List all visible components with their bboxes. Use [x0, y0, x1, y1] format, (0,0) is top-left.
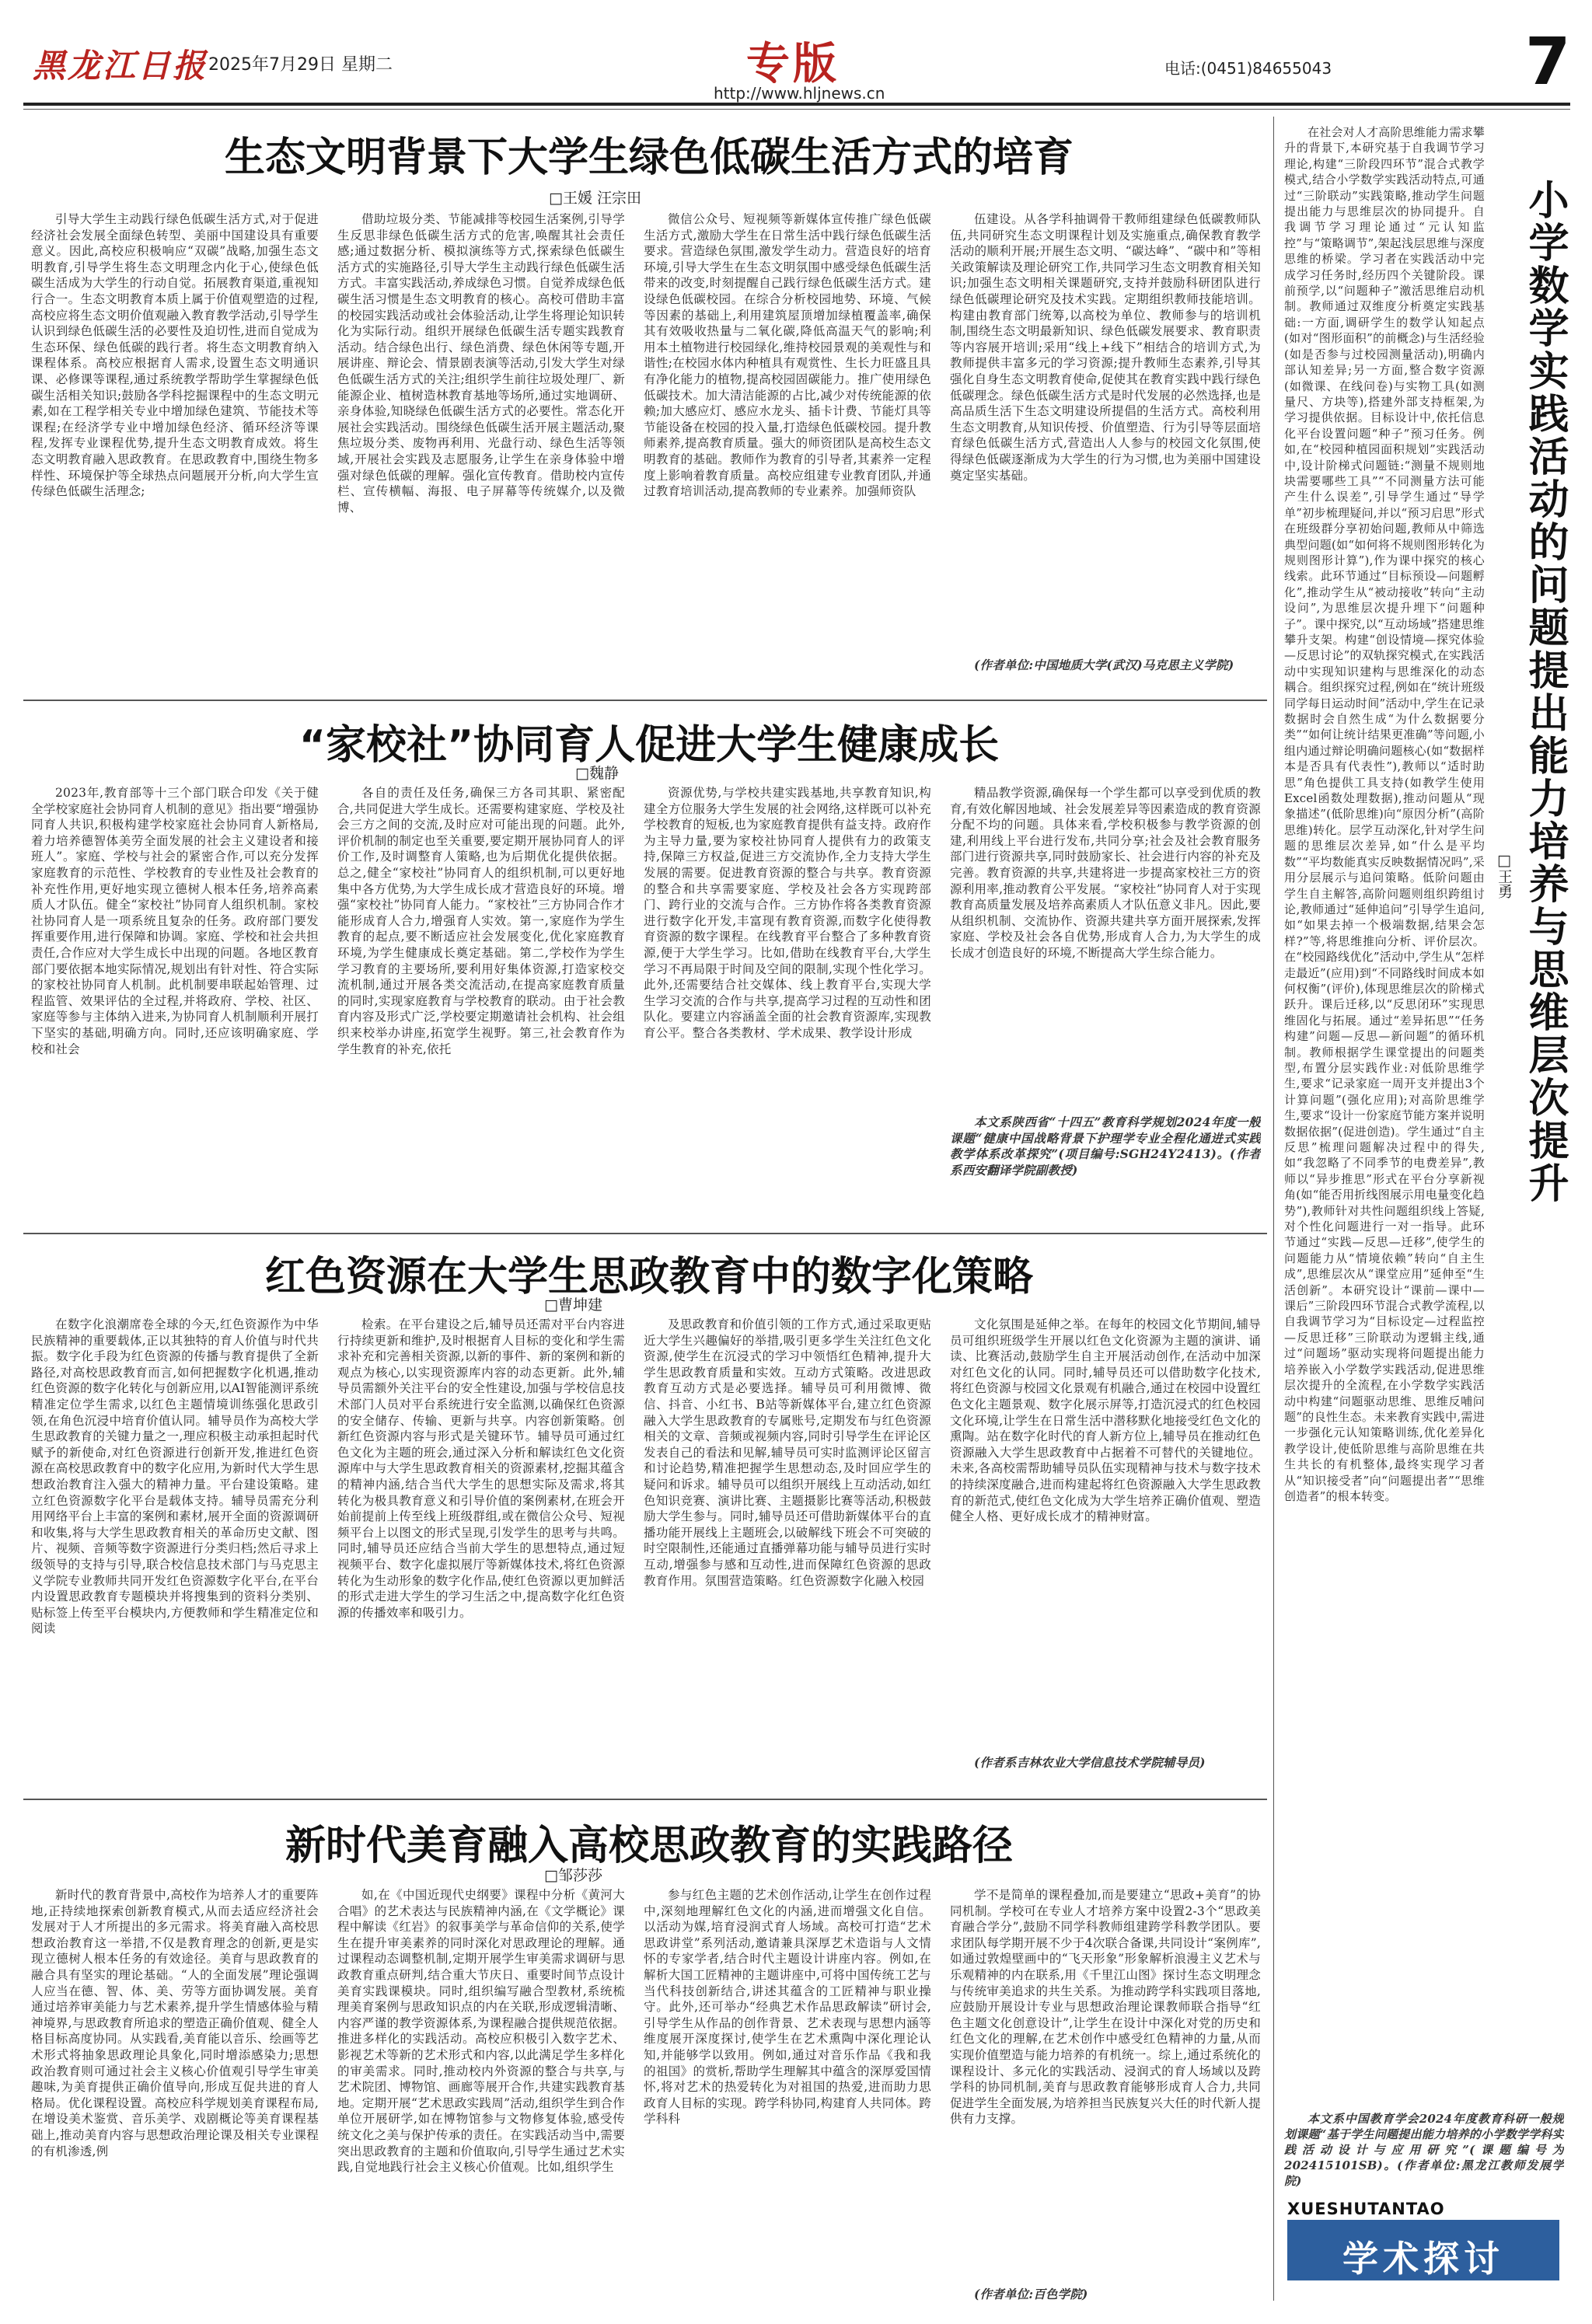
- article-2-column-2: 各自的责任及任务,确保三方各司其职、紧密配合,共同促进大学生成长。还需要构建家庭、学校及社会三方之间的交流,及时应对可能出现的问题。此外,评价机制的制定也至关重要,要定期开展协同育人的评价工作,及时调整育人策略,也为后期优化提供依据。总之,健全“家校社”协同育人的组织机制,可以更好地集中各方优势,为大学生成长成才营造良好的环境。增强“家校社”协同育人能力。“家校社”三方协同合作才能形成育人合力,增强育人实效。第一,家庭作为学生教育的起点,要不断适应社会发展变化,优化家庭教育环境,为学生健康成长奠定基础。第二,学校作为学生学习教育的主要场所,要利用好集体资源,打造家校交流机制,通过开展各类交流活动,在提高家庭教育质量的同时,实现家庭教育与学校教育的联动。由于社会教育内容及形式广泛,学校要定期邀请社会机构、社会组织来校举办讲座,拓宽学生视野。第三,社会教育作为学生教育的补充,依托: [337, 786, 625, 1056]
- article-4-title: 新时代美育融入高校思政教育的实践路径: [285, 1823, 1013, 1869]
- article-1-column-3: 微信公众号、短视频等新媒体宣传推广绿色低碳生活方式,激励大学生在日常生活中践行绿色低碳生活要求。营造绿色氛围,激发学生动力。营造良好的培育环境,引导大学生在生态文明氛围中感受绿色低碳生活带来的改变,时刻提醒自己践行绿色低碳生活方式。建设绿色低碳校园。在综合分析校园地势、环境、气候等因素的基础上,利用建筑屋顶增加绿植覆盖率,确保其有效吸收热量与二氧化碳,降低高温天气的影响;利用本土植物进行校园绿化,维持校园景观的美观性与和谐性;在校园水体内种植具有观赏性、生长力旺盛且具有净化能力的植物,提高校园固碳能力。推广使用绿色低碳技术。加大清洁能源的占比,减少对传统能源的依赖;加大感应灯、感应水龙头、插卡计费、节能灯具等节能设备在校园的投入量,打造绿色低碳校园。提升教师素养,提高教育质量。强大的师资团队是高校生态文明教育的基础。教师作为教育的引导者,其素养一定程度上影响着教育质量。高校应组建专业教育团队,并通过教育培训活动,提高教师的专业素养。加强师资队: [644, 212, 931, 499]
- article-2-byline: □魏静: [575, 765, 619, 782]
- article-4-column-4: 学不是简单的课程叠加,而是要建立“思政+美育”的协同机制。学校可在专业人才培养方案中设置2-3个“思政美育融合学分”,鼓励不同学科教师组建跨学科教学团队。要求团队每学期开展不少于4次联合备课,共同设计“案例库”,如通过敦煌壁画中的“飞天形象”形象解析浪漫主义艺术与乐观精神的内在联系,用《千里江山图》探讨生态文明理念与传统审美追求的共生关系。为推动跨学科实践项目落地,应鼓励开展设计专业与思想政治理论课教师联合指导“红色主题文化创意设计”,让学生在设计中深化对党的历史和红色文化的理解,在艺术创作中感受红色精神的力量,从而实现价值塑造与能力培养的有机统一。综上,通过系统化的课程设计、多元化的实践活动、浸润式的育人场域以及跨学科的协同机制,美育与思政教育能够形成育人合力,共同促进学生全面发展,为培养担当民族复兴大任的时代新人提供有力支撑。: [950, 1888, 1261, 2127]
- article-2-column-4: 精品教学资源,确保每一个学生都可以享受到优质的教育,有效化解因地域、社会发展差异等因素造成的教育资源分配不均的问题。具体来看,学校积极参与教学资源的创建,利用线上平台进行发布,共同分享;社会及社会教育服务部门进行资源共享,同时鼓励家长、社会进行内容的补充及完善。教育资源的共享,共建将进一步提高家校社三方的资源利用率,推动教育公平发展。“家校社”协同育人对于实现教育高质量发展及培养高素质人才队伍意义非凡。因此,要从组织机制、交流协作、资源共建共享方面开展探索,发挥家庭、学校及社会各自优势,形成育人合力,为大学生的成长成才创造良好的环境,不断提高大学生综合能力。: [950, 786, 1261, 960]
- article-3-column-1: 在数字化浪潮席卷全球的今天,红色资源作为中华民族精神的重要载体,正以其独特的育人价值与时代共振。数字化手段为红色资源的传播与教育提供了全新路径,对高校思政教育而言,如何把握数字化机遇,推动红色资源的数字化转化与创新应用,以AI智能测评系统精准定位学生需求,以红色主题情境训练强化思政引领,在角色沉浸中培育价值认同。辅导员作为高校大学生思政教育的关键力量之一,理应积极主动承担起时代赋予的新使命,对红色资源进行创新开发,推进红色资源在高校思政教育中的数字化应用,为新时代大学生思想政治教育注入强大的精神力量。平台建设策略。建立红色资源数字化平台是载体支持。辅导员需充分利用网络平台上丰富的案例和素材,展开全面的资源调研和收集,将与大学生思政教育相关的革命历史文献、图片、视频、音频等数字资源进行分类归档;然后寻求上级领导的支持与引导,联合校信息技术部门与马克思主义学院专业教师共同开发红色资源数字化平台,在平台内设置思政教育专题模块并将搜集到的资料分类别、贴标签上传至平台模块内,方便教师和学生精准定位和阅读: [31, 1317, 319, 1636]
- article-4-author-note: (作者单位:百色学院): [974, 2287, 1088, 2301]
- article-4-byline: □邹莎莎: [544, 1867, 602, 1884]
- article-3-column-4: 文化氛围是延伸之举。在每年的校园文化节期间,辅导员可组织班级学生开展以红色文化资源为主题的演讲、诵读、比赛活动,鼓励学生自主开展活动创作,在活动中加深对红色文化的认同。同时,辅导员还可以借助数字化技术,将红色资源与校园文化景观有机融合,通过在校园中设置红色文化主题景观、数字化展示屏等,打造沉浸式的红色校园文化环境,让学生在日常生活中潜移默化地接受红色文化的熏陶。站在数字化时代的育人新方位上,辅导员在推动红色资源融入大学生思政教育中占据着不可替代的关键地位。未来,各高校需帮助辅导员队伍实现精神与技术与数字技术的持续深度融合,进而构建起将红色资源融入大学生思政教育的新范式,使红色文化成为大学生培养正确价值观、塑造健全人格、更好成长成才的精神财富。: [950, 1317, 1261, 1524]
- issue-date: 2025年7月29日 星期二: [208, 55, 393, 75]
- article-3-column-3: 及思政教育和价值引领的工作方式,通过采取更贴近大学生兴趣偏好的举措,吸引更多学生关注红色文化资源,使学生在沉浸式的学习中领悟红色精神,提升大学生思政教育质量和实效。互动方式策略。改进思政教育互动方式是必要选择。辅导员可利用微博、微信、抖音、小红书、B站等新媒体平台,建立红色资源融入大学生思政教育的专属账号,定期发布与红色资源相关的文章、音频或视频内容,同时引导学生在评论区发表自己的看法和见解,辅导员可实时监测评论区留言和讨论趋势,精准把握学生思想动态,及时回应学生的疑问和诉求。辅导员可以组织开展线上互动活动,如红色知识竞赛、演讲比赛、主题摄影比赛等活动,积极鼓励大学生参与。同时,辅导员还可借助新媒体平台的直播功能开展线上主题班会,以破解线下班会不可突破的时空限制性,还能通过直播弹幕功能与辅导员进行实时互动,增强参与感和互动性,进而保障红色资源的思政教育作用。氛围营造策略。红色资源数字化融入校园: [644, 1317, 931, 1588]
- article-3-column-2: 检索。在平台建设之后,辅导员还需对平台内容进行持续更新和维护,及时根据育人目标的变化和学生需求补充和完善相关资源,以新的事件、新的案例和新的观点为核心,以实现资源库内容的动态更新。此外,辅导员需额外关注平台的安全性建设,加强与学校信息技术部门人员对平台系统进行安全监测,以确保红色资源的安全储存、传输、更新与共享。内容创新策略。创新红色资源内容与形式是关键环节。辅导员可通过红色文化为主题的班会,通过深入分析和解读红色文化资源库中与大学生思政教育相关的资源素材,挖掘其蕴含的精神内涵,结合当代大学生的思想实际及需求,将其转化为极具教育意义和引导价值的案例素材,在班会开始前提前上传至线上班级群组,或在微信公众号、短视频平台上以图文的形式呈现,引发学生的思考与共鸣。同时,辅导员还应结合当前大学生的思想特点,通过短视频平台、数字化虚拟展厅等新媒体技术,将红色资源转化为生动形象的数字化作品,使红色资源以更加鲜活的形式走进大学生的学习生活之中,提高数字化红色资源的传播效率和吸引力。: [337, 1317, 625, 1620]
- newspaper-name: 黑龙江日报: [33, 47, 208, 85]
- article-2-column-1: 2023年,教育部等十三个部门联合印发《关于健全学校家庭社会协同育人机制的意见》指出要“增强协同育人共识,积极构建学校家庭社会协同育人新格局,着力培养德智体美劳全面发展的社会主义建设者和接班人”。家庭、学校与社会的紧密合作,可以充分发挥家庭教育的示范性、学校教育的专业性及社会教育的补充性作用,更好地实现立德树人根本任务,培养高素质人才队伍。健全“家校社”协同育人组织机制。家校社协同育人是一项系统且复杂的任务。政府部门要发挥重要作用,进行保障和协调。家庭、学校和社会共担责任,合作应对大学生成长中出现的问题。各地区教育部门要依据本地实际情况,规划出有针对性、符合实际的家校社协同育人机制。此机制要串联起始管理、过程监管、效果评估的全过程,并将政府、学校、社区、家庭等参与主体纳入进来,为协同育人机制顺利开展打下坚实的基础,明确方向。同时,还应该明确家庭、学校和社会: [31, 786, 319, 1056]
- sidebar-article-note: 本文系中国教育学会2024年度教育科研一般规划课题“基于学生问题提出能力培养的小学数学学科实践活动设计与应用研究”(课题编号为202415101SB)。(作者单位:黑龙江教师发展学院): [1284, 2112, 1564, 2188]
- article-divider-1: [23, 700, 1267, 701]
- sidebar-article-byline: □王勇: [1496, 852, 1513, 899]
- page-number: 7: [1525, 23, 1571, 99]
- masthead-rule-thin: [23, 109, 1570, 110]
- article-2-column-3: 资源优势,与学校共建实践基地,共享教育知识,构建全方位服务大学生发展的社会网络,这样既可以补充学校教育的短板,也为家庭教育提供有益支持。政府作为主导力量,要为家校社协同育人提供有力的政策支持,保障三方权益,促进三方交流协作,全力支持大学生发展的需要。促进教育资源的整合与共享。教育资源的整合和共享需要家庭、学校及社会各方实现跨部门、跨行业的交流与合作。三方协作将各类教育资源进行数字化开发,丰富现有教育资源,而数字化使得教育资源的数字课程。在线教育平台整合了多种教育资源,便于大学生学习。比如,借助在线教育平台,大学生学习不再局限于时间及空间的限制,实现个性化学习。此外,还需要结合社交媒体、线上教育平台,实现大学生学习交流的合作与共享,提高学习过程的互动性和团队化。要建立内容涵盖全面的社会教育资源库,实现教育公平。整合各类教材、学术成果、教学设计形成: [644, 786, 931, 1040]
- article-divider-2: [23, 1233, 1267, 1234]
- masthead-rule: [23, 103, 1570, 106]
- column-label-title: 学术探讨: [1342, 2238, 1504, 2280]
- article-3-title: 红色资源在大学生思政教育中的数字化策略: [264, 1254, 1033, 1300]
- sidebar-divider: [1273, 117, 1274, 2301]
- article-1-author-note: (作者单位:中国地质大学(武汉)马克思主义学院): [974, 658, 1234, 672]
- article-4-column-3: 参与红色主题的艺术创作活动,让学生在创作过程中,深刻地理解红色文化的内涵,进而增强文化自信。以活动为媒,培育浸润式育人场域。高校可打造“艺术思政讲堂”系列活动,邀请兼具深厚艺术造诣与人文情怀的专家学者,结合时代主题设计讲座内容。例如,在解析大国工匠精神的主题讲座中,可将中国传统工艺与当代科技创新结合,讲述其蕴含的工匠精神与职业操守。此外,还可举办“经典艺术作品思政解读”研讨会,引导学生从作品的创作背景、艺术表现与思想内涵等维度展开深度探讨,使学生在艺术熏陶中深化理论认知,并能够学以致用。例如,通过对音乐作品《我和我的祖国》的赏析,帮助学生理解其中蕴含的深厚爱国情怀,将对艺术的热爱转化为对祖国的热爱,进而助力思政育人目标的实现。跨学科协同,构建育人共同体。跨学科科: [644, 1888, 931, 2127]
- article-1-title: 生态文明背景下大学生绿色低碳生活方式的培育: [224, 134, 1074, 181]
- article-1-column-4: 伍建设。从各学科抽调骨干教师组建绿色低碳教师队伍,共同研究生态文明课程计划及实施重点,确保教育教学活动的顺利开展;开展生态文明、“碳达峰”、“碳中和”等相关政策解读及理论研究工作,共同学习生态文明教育相关知识;加强生态文明相关课题研究,支持并鼓励科研团队进行绿色低碳理论研究及技术实践。定期组织教师技能培训。构建由教育部门统筹,以高校为单位、教师参与的培训机制,围绕生态文明最新知识、绿色低碳发展要求、教育职责等内容展开培训;采用“线上+线下”相结合的培训方式,为教师提供丰富多元的学习资源;提升教师生态素养,引导其强化自身生态文明教育使命,促使其在教育实践中践行绿色低碳理念。绿色低碳生活方式是时代发展的必然选择,也是高品质生活下生态文明建设所提倡的生活方式。高校利用生态文明教育,从知识传授、价值塑造、行为引导等层面培育绿色低碳生活方式,营造出人人参与的校园文化氛围,使得绿色低碳逐渐成为大学生的行为习惯,也为美丽中国建设奠定坚实基础。: [950, 212, 1261, 483]
- article-2-author-note: 本文系陕西省“十四五”教育科学规划2024年度一般课题“健康中国战略背景下护理学专业全程化通进式实践教学体系改革探究”(项目编号:SGH24Y2413)。(作者系西安翻译学院副教授): [950, 1115, 1261, 1178]
- article-1-column-2: 借助垃圾分类、节能减排等校园生活案例,引导学生反思非绿色低碳生活方式的危害,唤醒其社会责任感;通过数据分析、模拟演练等方式,探索绿色低碳生活方式的实施路径,引导大学生主动践行绿色低碳生活方式。丰富实践活动,养成绿色习惯。自觉养成绿色低碳生活习惯是生态文明教育的核心。高校可借助丰富的校园实践活动或社会体验活动,让学生将理论知识转化为实际行动。组织开展绿色低碳生活专题实践教育活动。结合绿色出行、绿色消费、绿色休闲等专题,开展讲座、辩论会、情景剧表演等活动,引发大学生对绿色低碳生活方式的关注;组织学生前往垃圾处理厂、新能源企业、植树造林教育基地等场所,通过实地调研、亲身体验,知晓绿色低碳生活方式的必要性。常态化开展社会实践活动。围绕绿色低碳生活开展主题活动,聚焦垃圾分类、废物再利用、光盘行动、绿色生活等领域,开展社会实践及志愿服务,让学生在亲身体验中增强对绿色低碳的理解。强化宣传教育。借助校内宣传栏、宣传横幅、海报、电子屏幕等传统媒介,以及微博、: [337, 212, 625, 515]
- article-1-byline: □王媛 汪宗田: [549, 190, 641, 207]
- sidebar-article-title: 小学数学实践活动的问题提出能力培养与思维层次提升: [1521, 179, 1568, 1205]
- article-3-byline: □曹坤建: [544, 1296, 602, 1314]
- column-label-pinyin: XUESHUTANTAO: [1287, 2200, 1445, 2218]
- section-title: 专版: [746, 39, 840, 89]
- website-url[interactable]: http://www.hljnews.cn: [714, 84, 885, 103]
- article-4-column-2: 如,在《中国近现代史纲要》课程中分析《黄河大合唱》的艺术表达与民族精神内涵,在《文学概论》课程中解读《红岩》的叙事美学与革命信仰的关系,使学生在提升审美素养的同时深化对思政理论的理解。通过课程动态调整机制,定期开展学生审美需求调研与思政教育重点研判,结合重大节庆日、重要时间节点设计美育实践课模块。同时,组织编写融合型教材,系统梳理美育案例与思政知识点的内在关联,形成逻辑清晰、内容严谨的教学资源体系,为课程融合提供规范依据。推进多样化的实践活动。高校应积极引入数字艺术、影视艺术等新的艺术形式和内容,以此满足学生多样化的审美需求。同时,推动校内外资源的整合与共享,与艺术院团、博物馆、画廊等展开合作,共建实践教育基地。定期开展“艺术思政实践周”活动,组织学生到合作单位开展研学,如在博物馆参与文物修复体验,感受传统文化之美与保护传承的责任。在实践活动当中,需要突出思政教育的主题和价值取向,引导学生通过艺术实践,自觉地践行社会主义核心价值观。比如,组织学生: [337, 1888, 625, 2175]
- article-4-column-1: 新时代的教育背景中,高校作为培养人才的重要阵地,正持续地探索创新教育模式,从而去适应经济社会发展对于人才所提出的多元需求。将美育融入高校思想政治教育这一举措,不仅是教育理念的创新,更是实现立德树人根本任务的有效途径。美育与思政教育的融合具有坚实的理论基础。“人的全面发展”理论强调人应当在德、智、体、美、劳等方面协调发展。美育通过培养审美能力与艺术素养,提升学生情感体验与精神境界,与思政教育所追求的塑造正确价值观、健全人格目标高度协同。从实践看,美育能以音乐、绘画等艺术形式将抽象思政理论具象化,同时增添感染力;思想政治教育则可通过社会主义核心价值观引导学生审美趣味,为美育提供正确价值导向,形成互促共进的育人格局。优化课程设置。高校应科学规划美育课程布局,在增设美术鉴赏、音乐美学、戏剧概论等美育课程基础上,推动美育内容与思想政治理论课及相关专业课程的有机渗透,例: [31, 1888, 319, 2158]
- article-divider-3: [23, 1799, 1267, 1800]
- sidebar-article-body: 在社会对人才高阶思维能力需求攀升的背景下,本研究基于自我调节学习理论,构建“三阶段四环节”混合式教学模式,结合小学数学实践活动特点,可通过“三阶联动”实践策略,推动学生问题提出能力与思维层次的协同提升。自我调节学习理论通过“元认知监控”与“策略调节”,架起浅层思维与深度思维的桥梁。学习者在实践活动中完成学习任务时,经历四个关键阶段。课前预学,以“问题种子”激活思维启动机制。教师通过双维度分析奠定实践基础:一方面,调研学生的数学认知起点(如对“图形面积”的前概念)与生活经验(如是否参与过校园测量活动),明确内部认知差异;另一方面,整合数字资源(如微课、在线问卷)与实物工具(如测量尺、方块等),搭建外部支持框架,为学习提供依据。目标设计中,依托信息化平台设置问题“种子”预习任务。例如,在“校园种植园面积规划”实践活动中,设计阶梯式问题链:“测量不规则地块需要哪些工具”“不同测量方法可能产生什么误差”,引导学生通过“导学单”初步梳理疑问,并以“预习启思”形式在班级群分享初始问题,教师从中筛选典型问题(如“如何将不规则图形转化为规则图形计算”),作为课中探究的核心线索。此环节通过“目标预设—问题孵化”,推动学生从“被动接收”转向“主动设问”,为思维层次提升埋下“问题种子”。课中探究,以“互动场域”搭建思维攀升支架。构建“创设情境—探究体验—反思讨论”的双轨探究模式,在实践活动中实现知识建构与思维深化的动态耦合。组织探究过程,例如在“统计班级同学每日运动时间”活动中,学生在记录数据时会自然生成“为什么数据要分类”“如何让统计结果更准确”等问题,小组内通过辩论明确问题核心(如“数据样本是否具有代表性”),教师以“适时助思”角色提供工具支持(如教学生使用Excel函数处理数据),推动问题从“现象描述”(低阶思维)向“原因分析”(高阶思维)转化。层学互动深化,针对学生问题的思维层次差异,如“什么是平均数”“平均数能真实反映数据情况吗”,采用分层展示与追问策略。低阶问题由学生自主解答,高阶问题则组织跨组讨论,教师通过“延伸追问”引导学生追问,如“如果去掉一个极端数据,结果会怎样?”等,将思维推向分析、评价层次。在“校园路线优化”活动中,学生从“怎样走最近”(应用)到“不同路线时间成本如何权衡”(评价),体现思维层次的阶梯式跃升。课后迁移,以“反思闭环”实现思维固化与拓展。通过“差异拓思”“任务构建”问题—反思—新问题”的循环机制。教师根据学生课堂提出的问题类型,布置分层实践作业:对低阶思维学生,要求“记录家庭一周开支并提出3个计算问题”(强化应用);对高阶思维学生,要求“设计一份家庭节能方案并说明数据依据”(促进创造)。学生通过“自主反思”梳理问题解决过程中的得失,如“我忽略了不同季节的电费差异”,教师以“异步推思”形式在平台分享新视角(如“能否用折线图展示用电量变化趋势”),教师针对共性问题组织线上答疑,对个性化问题进行一对一指导。此环节通过“实践—反思—迁移”,使学生的问题能力从“情境依赖”转向“自主生成”,思维层次从“课堂应用”延伸至“生活创新”。本研究设计“课前—课中—课后”三阶段四环节混合式教学流程,以自我调节学习为“目标设定—过程监控—反思迁移”三阶联动为逻辑主线,通过“问题场”驱动实现将问题提出能力培养嵌入小学数学实践活动,促进思维层次提升的全流程,在小学数学实践活动中构建“问题驱动思维、思维反哺问题”的良性生态。未来教育实践中,需进一步强化元认知策略训练,优化差异化教学设计,使低阶思维与高阶思维在共生共长的有机整体,最终实现学习者从“知识接受者”向“问题提出者”“思维创造者”的根本转变。: [1284, 125, 1485, 1503]
- phone-number: 电话:(0451)84655043: [1164, 59, 1332, 78]
- article-3-author-note: (作者系吉林农业大学信息技术学院辅导员): [974, 1755, 1206, 1770]
- article-1-column-1: 引导大学生主动践行绿色低碳生活方式,对于促进经济社会发展全面绿色转型、美丽中国建设具有重要意义。因此,高校应积极响应“双碳”战略,加强生态文明教育,引导学生将生态文明理念内化于心,使绿色低碳生活成为大学生的行动自觉。拓展教育渠道,重视知行合一。生态文明教育本质上属于价值观塑造的过程,高校应将生态文明价值观融入教育教学活动,引导学生认识到绿色低碳生活的必要性及迫切性,进而自觉成为生态环保、绿色低碳的践行者。将生态文明教育纳入课程体系。高校应根据育人需求,设置生态文明通识课、必修课等课程,通过系统教学帮助学生掌握绿色低碳生活相关知识;鼓励各学科挖掘课程中的生态文明元素,如在工程学相关专业中增加绿色建筑、节能技术等课程;在经济学专业中增加绿色经济、循环经济等课程,发挥专业课程优势,提升生态文明教育成效。将生态文明教育融入思政教育。在思政教育中,围绕生物多样性、环境保护等全球热点问题展开分析,向大学生宣传绿色低碳生活理念;: [31, 212, 319, 499]
- article-2-title: “家校社”协同育人促进大学生健康成长: [298, 722, 1000, 769]
